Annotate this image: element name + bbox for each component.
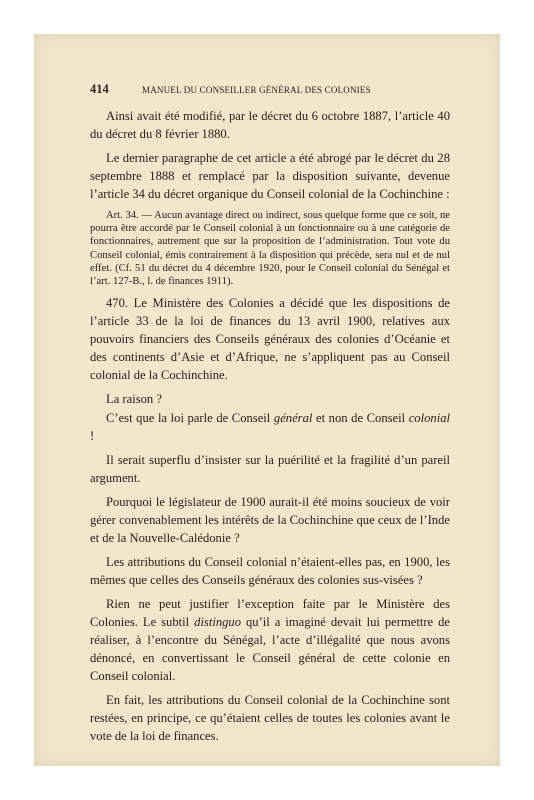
italic-term: colonial	[408, 411, 450, 426]
paragraph-470: 470. Le Ministère des Colonies a décidé que les dispositions de l’article 33 de la loi de finances du 13 avril 1900, relatives aux pouvoirs financiers des Conseils généraux des colonies d’Océanie et des continents d’Asie et d’Afrique, ne s’appliquent pas au Conseil colonial de la Cochinchine.	[90, 296, 450, 383]
paragraph: Ainsi avait été modifié, par le décret du 6 octobre 1887, l’article 40 du décret du 8 février 1880.	[90, 109, 450, 141]
page-number: 414	[90, 82, 109, 96]
paragraph: Les attributions du Conseil colonial n’étaient-elles pas, en 1900, les mêmes que celles des Conseils généraux des colonies sus-visées ?	[90, 555, 450, 588]
page-header	[90, 82, 450, 97]
paragraph: C’est que la loi parle de Conseil général et non de Conseil colonial !	[90, 411, 450, 444]
book-page	[34, 34, 500, 766]
paragraph: Il serait superflu d’insister sur la puérilité et la fragilité d’un pareil argument.	[90, 453, 450, 486]
italic-term: distinguo	[194, 615, 242, 630]
running-title: MANUEL DU CONSEILLER GÉNÉRAL DES COLONIES	[142, 85, 371, 95]
quoted-article-34: Art. 34. — Aucun avantage direct ou indirect, sous quelque forme que ce soit, ne pourra être accordé par le Conseil colonial à un fonctionnaire ou à une catégorie de fonctionnaires, autrement que sur la proposition de l’administration. Tout vote du Conseil colonial, émis contrairement à la disposition qui précède, sera nul et de nul effet. (Cf. 51 du décret du 4 décembre 1920, pour le Conseil colonial du Sénégal et l’art. 127-B., l. de finances 1911).	[90, 210, 450, 288]
paragraph: La raison ?	[106, 392, 162, 407]
paragraph: En fait, les attributions du Conseil colonial de la Cochinchine sont restées, en principe, ce qu’étaient celles de toutes les colonies avant le vote de la loi de finances.	[90, 693, 450, 744]
italic-term: général	[273, 411, 313, 426]
page-content	[90, 82, 450, 751]
paragraph: Pourquoi le législateur de 1900 aurait-il été moins soucieux de voir gérer convenablement les intérêts de la Cochinchine que ceux de l’Inde et de la Nouvelle-Calédonie ?	[90, 495, 450, 546]
paragraph: Le dernier paragraphe de cet article a été abrogé par le décret du 28 septembre 1888 et remplacé par la disposition suivante, devenue l’article 34 du décret organique du Conseil colonial de la Cochinchine :	[90, 151, 450, 201]
paragraph: Rien ne peut justifier l’exception faite par le Ministère des Colonies. Le subtil distinguo qu’il a imaginé devait lui permettre de réaliser, à l’encontre du Sénégal, l’acte d’illégalité que nous avons dénoncé, en convertissant le Conseil général de cette colonie en Conseil colonial.	[90, 597, 450, 684]
